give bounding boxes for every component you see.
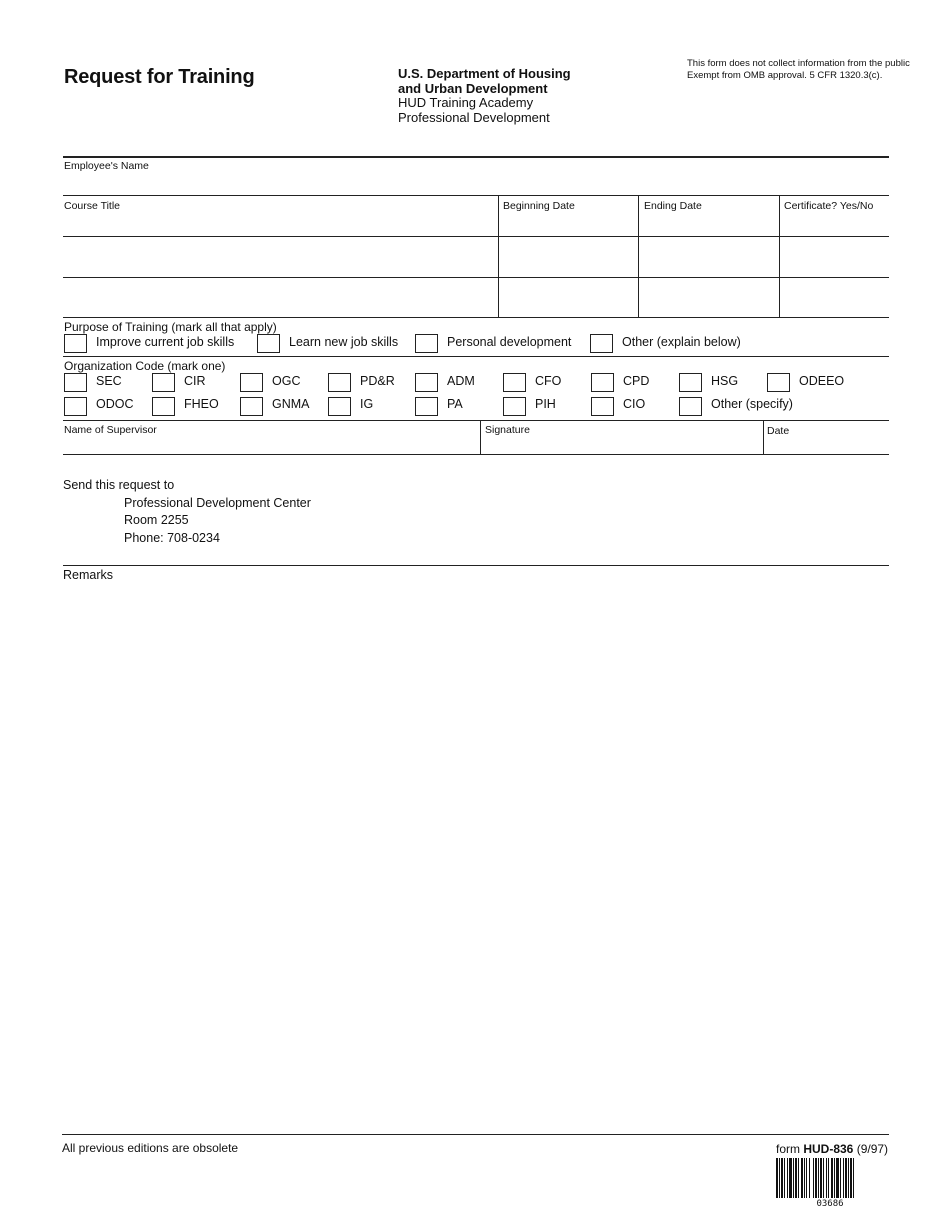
agency-name-line1: U.S. Department of Housing [398, 66, 571, 81]
purpose-checkbox-learn[interactable] [257, 334, 280, 353]
org-option-label: OGC [272, 374, 301, 388]
org-checkbox-cir[interactable] [152, 373, 175, 392]
form-date: (9/97) [853, 1142, 889, 1156]
agency-academy: HUD Training Academy [398, 95, 534, 110]
purpose-option-label: Learn new job skills [289, 335, 399, 349]
date-label: Date [767, 425, 790, 437]
org-checkbox-pdr[interactable] [328, 373, 351, 392]
org-option-label: PA [447, 397, 463, 411]
certificate-label: Certificate? Yes/No [784, 200, 874, 212]
org-option-label: PD&R [360, 374, 395, 388]
signature-label: Signature [485, 424, 530, 436]
omb-notice-line1: This form does not collect information from the public [687, 58, 910, 69]
divider [63, 236, 889, 237]
course-title-field-1[interactable] [63, 212, 497, 235]
supervisor-label: Name of Supervisor [64, 424, 157, 436]
divider [63, 277, 889, 278]
divider [63, 454, 889, 455]
send-to-phone: Phone: 708-0234 [124, 530, 220, 545]
ending-date-label: Ending Date [644, 200, 702, 212]
agency-name-line2: and Urban Development [398, 80, 548, 96]
divider [63, 420, 889, 421]
employee-name-label: Employee's Name [64, 160, 149, 172]
org-option-label: ODEEO [799, 374, 845, 388]
purpose-checkbox-personal[interactable] [415, 334, 438, 353]
signature-field[interactable] [481, 436, 762, 453]
barcode [776, 1158, 884, 1198]
org-checkbox-other[interactable] [679, 397, 702, 416]
certificate-field-3[interactable] [780, 279, 888, 316]
org-option-label: CIO [623, 397, 646, 411]
purpose-checkbox-improve[interactable] [64, 334, 87, 353]
org-checkbox-pa[interactable] [415, 397, 438, 416]
ending-date-field-1[interactable] [639, 212, 778, 235]
org-option-label: SEC [96, 374, 122, 388]
certificate-field-1[interactable] [780, 212, 888, 235]
org-option-label: IG [360, 397, 374, 411]
form-code: HUD-836 [803, 1142, 854, 1156]
certificate-field-2[interactable] [780, 238, 888, 276]
org-checkbox-cio[interactable] [591, 397, 614, 416]
divider [63, 195, 889, 196]
org-option-label: CIR [184, 374, 206, 388]
org-checkbox-ig[interactable] [328, 397, 351, 416]
beginning-date-field-3[interactable] [499, 279, 637, 316]
org-option-label: HSG [711, 374, 739, 388]
org-checkbox-sec[interactable] [64, 373, 87, 392]
org-option-label: ADM [447, 374, 475, 388]
course-title-field-2[interactable] [63, 238, 497, 276]
remarks-label: Remarks [63, 568, 114, 582]
org-checkbox-fheo[interactable] [152, 397, 175, 416]
course-title-label: Course Title [64, 200, 121, 212]
org-checkbox-odeeo[interactable] [767, 373, 790, 392]
purpose-checkbox-other[interactable] [590, 334, 613, 353]
barcode-number: 03686 [816, 1199, 844, 1209]
divider [63, 156, 889, 158]
purpose-heading: Purpose of Training (mark all that apply) [64, 320, 277, 334]
form-prefix: form [776, 1142, 804, 1156]
ending-date-field-3[interactable] [639, 279, 778, 316]
org-checkbox-hsg[interactable] [679, 373, 702, 392]
omb-notice-line2: Exempt from OMB approval. 5 CFR 1320.3(c). [687, 69, 883, 81]
beginning-date-label: Beginning Date [503, 200, 575, 212]
divider [63, 356, 889, 357]
date-field[interactable] [764, 436, 888, 453]
org-checkbox-adm[interactable] [415, 373, 438, 392]
obsolete-notice: All previous editions are obsolete [62, 1141, 239, 1155]
org-code-heading: Organization Code (mark one) [64, 359, 226, 373]
employee-name-field[interactable] [63, 172, 889, 194]
org-option-label: ODOC [96, 397, 134, 411]
org-option-label: CFO [535, 374, 562, 388]
purpose-option-label: Improve current job skills [96, 335, 235, 349]
beginning-date-field-1[interactable] [499, 212, 637, 235]
org-option-label: GNMA [272, 397, 310, 411]
org-option-label: FHEO [184, 397, 219, 411]
agency-division: Professional Development [398, 109, 550, 125]
purpose-option-label: Personal development [447, 335, 572, 349]
org-option-label: PIH [535, 397, 556, 411]
supervisor-field[interactable] [63, 436, 479, 453]
org-checkbox-pih[interactable] [503, 397, 526, 416]
org-checkbox-odoc[interactable] [64, 397, 87, 416]
org-checkbox-cpd[interactable] [591, 373, 614, 392]
send-to-office: Professional Development Center [124, 495, 311, 510]
divider [63, 317, 889, 318]
org-checkbox-cfo[interactable] [503, 373, 526, 392]
purpose-option-label: Other (explain below) [622, 335, 741, 349]
send-to-label: Send this request to [63, 478, 175, 492]
org-option-label: Other (specify) [711, 397, 793, 411]
omb-notice [687, 58, 910, 81]
divider [62, 1134, 889, 1135]
remarks-field[interactable] [63, 586, 889, 1126]
beginning-date-field-2[interactable] [499, 238, 637, 276]
course-title-field-3[interactable] [63, 279, 497, 316]
form-title: Request for Training [64, 66, 255, 88]
ending-date-field-2[interactable] [639, 238, 778, 276]
org-checkbox-ogc[interactable] [240, 373, 263, 392]
org-option-label: CPD [623, 374, 650, 388]
divider [63, 565, 889, 566]
send-to-block [63, 477, 311, 547]
send-to-room: Room 2255 [124, 513, 189, 528]
org-checkbox-gnma[interactable] [240, 397, 263, 416]
form-number [776, 1142, 888, 1156]
agency-block [398, 67, 571, 125]
